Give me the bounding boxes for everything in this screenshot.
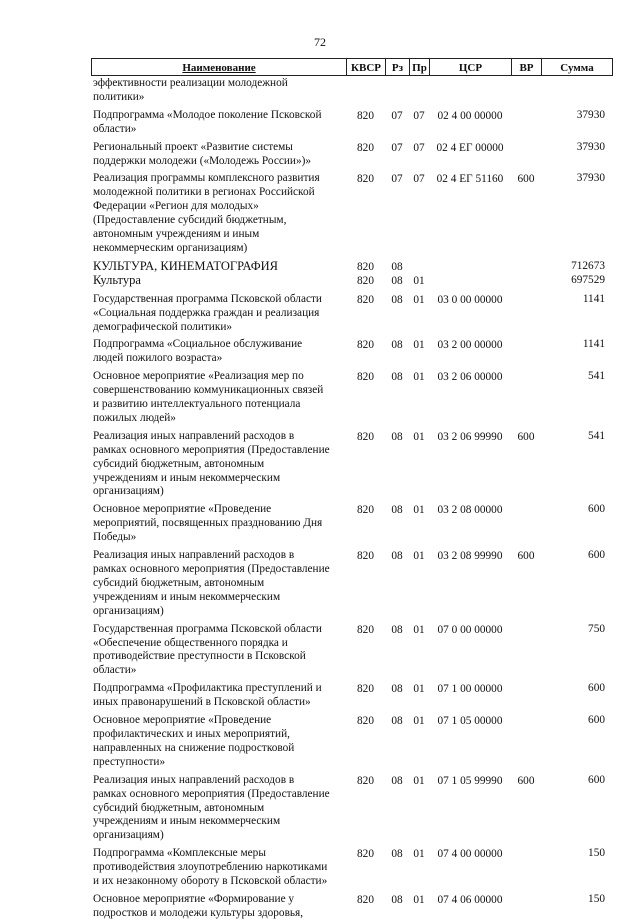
- cell-sum: 600: [588, 714, 605, 727]
- cell-kvsr: 820: [357, 848, 374, 861]
- table-row: [91, 430, 613, 500]
- cell-rz: 08 08: [391, 260, 403, 287]
- table-row: [91, 172, 613, 255]
- cell-name: эффективности реализации молодежной политики»: [93, 77, 288, 103]
- cell-pr: [409, 77, 429, 105]
- table-row: [91, 109, 613, 137]
- cell-vr: [511, 714, 541, 770]
- cell-pr: 01: [413, 623, 425, 636]
- cell-vr: [511, 109, 541, 137]
- table-row: [91, 623, 613, 679]
- cell-kvsr: 820: [357, 774, 374, 787]
- cell-pr: 01: [413, 848, 425, 861]
- cell-rz: 08: [391, 371, 403, 384]
- cell-csr: 03 2 06 00000: [437, 371, 503, 384]
- cell-csr: 07 0 00 00000: [437, 623, 503, 636]
- cell-pr: 01: [413, 683, 425, 696]
- table-row: [91, 141, 613, 169]
- cell-vr: [511, 77, 541, 105]
- cell-rz: 08: [391, 774, 403, 787]
- cell-kvsr: 820: [357, 173, 374, 186]
- cell-vr: [511, 370, 541, 426]
- header-name: Наименование: [92, 59, 347, 75]
- header-rz: Рз: [386, 59, 410, 75]
- cell-rz: 08: [391, 504, 403, 517]
- cell-sum: 37930: [576, 172, 605, 185]
- cell-name: Основное мероприятие «Проведение мероприятий, посвященных празднованию Дня Победы»: [93, 503, 323, 544]
- table-row: [91, 293, 613, 335]
- cell-csr: 07 4 06 00000: [437, 893, 503, 906]
- cell-sum: 37930: [576, 140, 605, 153]
- cell-pr: 07: [413, 173, 425, 186]
- table-row: [91, 338, 613, 366]
- cell-name: Подпрограмма «Молодое поколение Псковской области»: [93, 108, 322, 135]
- cell-pr: 01: [413, 504, 425, 517]
- table-row: [91, 503, 613, 545]
- cell-sum: 600: [588, 503, 605, 516]
- table-row: [91, 549, 613, 619]
- cell-pr: 01: [413, 430, 425, 443]
- table-header: [91, 58, 613, 76]
- cell-sum: 1141: [582, 292, 605, 305]
- header-kvsr: КВСР: [347, 59, 386, 75]
- cell-kvsr: 820: [357, 893, 374, 906]
- cell-kvsr: 820: [357, 715, 374, 728]
- cell-kvsr: 820: [357, 339, 374, 352]
- cell-kvsr: 820: [357, 141, 374, 154]
- table-row: [91, 847, 613, 889]
- cell-name: Реализация иных направлений расходов в рамках основного мероприятия (Предоставление субсидий бюджетным, автономным учреждениям и иным некоммерческим организациям): [93, 549, 330, 617]
- cell-pr: 01: [413, 774, 425, 787]
- cell-vr: [511, 260, 541, 289]
- cell-name: Основное мероприятие «Реализация мер по совершенствованию коммуникационных связей и развитию интеллектуального потенциала пожилых людей»: [93, 370, 324, 424]
- cell-name: Подпрограмма «Профилактика преступлений и иных правонарушений в Псковской области»: [93, 682, 322, 709]
- cell-vr: 600: [517, 173, 535, 186]
- cell-rz: 08: [391, 339, 403, 352]
- cell-pr: 01: [413, 715, 425, 728]
- cell-pr: 01: [413, 293, 425, 306]
- cell-rz: 07: [391, 173, 403, 186]
- cell-name: Основное мероприятие «Проведение профилактических и иных мероприятий, направленных на снижение подростковой преступности»: [93, 714, 295, 768]
- cell-vr: [511, 623, 541, 679]
- header-pr: Пр: [410, 59, 430, 75]
- cell-rz: [385, 77, 409, 105]
- cell-csr: 07 1 05 99990: [437, 774, 503, 787]
- cell-csr: 07 4 00 00000: [437, 848, 503, 861]
- cell-csr: 02 4 ЕГ 51160: [436, 173, 504, 186]
- cell-kvsr: 820: [357, 504, 374, 517]
- cell-sum: 541: [588, 370, 605, 383]
- cell-vr: 600: [517, 550, 535, 563]
- cell-vr: [511, 293, 541, 335]
- cell-rz: 08: [391, 623, 403, 636]
- cell-rz: 08: [391, 683, 403, 696]
- cell-kvsr: 820 820: [357, 260, 374, 287]
- cell-name: Подпрограмма «Социальное обслуживание людей пожилого возраста»: [93, 338, 303, 365]
- table-row: [91, 77, 613, 105]
- cell-sum: 750: [588, 622, 605, 635]
- cell-rz: 07: [391, 141, 403, 154]
- table-row: [91, 714, 613, 770]
- table-body: [91, 77, 613, 921]
- cell-pr: 01: [413, 274, 425, 287]
- cell-kvsr: 820: [357, 109, 374, 122]
- cell-kvsr: 820: [357, 550, 374, 563]
- cell-vr: [511, 503, 541, 545]
- cell-rz: 07: [391, 109, 403, 122]
- cell-pr: 01: [413, 550, 425, 563]
- cell-csr: 07 1 00 00000: [437, 683, 503, 696]
- table-row: [91, 893, 613, 921]
- cell-kvsr: [346, 77, 385, 105]
- cell-sum: 712673 697529: [571, 259, 605, 286]
- cell-sum: [541, 77, 613, 105]
- cell-sum: 1141: [582, 338, 605, 351]
- cell-rz: 08: [391, 430, 403, 443]
- cell-vr: [511, 141, 541, 169]
- cell-pr: 07: [413, 141, 425, 154]
- cell-name: КУЛЬТУРА, КИНЕМАТОГРАФИЯ Культура: [93, 258, 278, 287]
- cell-csr: 03 0 00 00000: [437, 293, 503, 306]
- cell-kvsr: 820: [357, 293, 374, 306]
- cell-name: Основное мероприятие «Формирование у подростков и молодежи культуры здоровья,: [93, 892, 304, 919]
- cell-rz: 08: [391, 893, 403, 906]
- cell-pr: 01: [413, 339, 425, 352]
- header-sum: Сумма: [560, 62, 594, 74]
- cell-name: Региональный проект «Развитие системы поддержки молодежи («Молодежь России»)»: [93, 140, 312, 167]
- table-row: [91, 370, 613, 426]
- cell-name: Подпрограмма «Комплексные меры противодействия злоупотреблению наркотиками и их незаконному обороту в Псковской области»: [93, 847, 328, 888]
- cell-vr: 600: [517, 774, 535, 787]
- cell-rz: 08: [391, 293, 403, 306]
- header-csr: ЦСР: [430, 59, 512, 75]
- cell-kvsr: 820: [357, 371, 374, 384]
- cell-vr: [511, 847, 541, 889]
- cell-sum: 600: [588, 682, 605, 695]
- cell-sum: 600: [588, 773, 605, 786]
- budget-table: [91, 58, 613, 921]
- table-row: [91, 774, 613, 844]
- cell-name: Реализация иных направлений расходов в рамках основного мероприятия (Предоставление субсидий бюджетным, автономным учреждениям и иным некоммерческим организациям): [93, 429, 330, 498]
- page-number: 72: [314, 35, 326, 49]
- cell-sum: 150: [588, 892, 605, 905]
- cell-csr: 03 2 00 00000: [437, 339, 503, 352]
- cell-csr: 07 1 05 00000: [437, 715, 503, 728]
- cell-vr: 600: [517, 430, 535, 443]
- cell-csr: [429, 260, 511, 289]
- cell-sum: 600: [588, 549, 605, 562]
- cell-name: Государственная программа Псковской области «Социальная поддержка граждан и реализация демографической политики»: [93, 292, 322, 333]
- cell-sum: 150: [588, 847, 605, 860]
- cell-name: Реализация иных направлений расходов в рамках основного мероприятия (Предоставление субсидий бюджетным, автономным учреждениям и иным некоммерческим организациям): [93, 773, 330, 842]
- cell-vr: [511, 338, 541, 366]
- header-vr: ВР: [512, 59, 542, 75]
- cell-csr: 03 2 08 00000: [437, 504, 503, 517]
- cell-kvsr: 820: [357, 430, 374, 443]
- cell-pr: 01: [413, 893, 425, 906]
- cell-kvsr: 820: [357, 683, 374, 696]
- cell-name: Реализация программы комплексного развития молодежной политики в регионах Российской Федерации «Регион для молодых» (Предоставление субсидий бюджетным, автономным учреждениям и иным некоммерческим организациям): [93, 172, 320, 254]
- cell-name: Государственная программа Псковской области «Обеспечение общественного порядка и противодействие преступности в Псковской области»: [93, 622, 322, 677]
- cell-pr: 01: [413, 371, 425, 384]
- cell-rz: 08: [391, 848, 403, 861]
- cell-sum: 37930: [576, 108, 605, 121]
- cell-kvsr: 820: [357, 623, 374, 636]
- cell-csr: 02 4 ЕГ 00000: [436, 141, 504, 154]
- cell-csr: [429, 77, 511, 105]
- cell-rz: 08: [391, 550, 403, 563]
- cell-vr: [511, 893, 541, 921]
- cell-csr: 02 4 00 00000: [437, 109, 503, 122]
- table-row: [91, 682, 613, 710]
- cell-pr: 07: [413, 109, 425, 122]
- table-row: [91, 260, 613, 289]
- cell-csr: 03 2 08 99990: [437, 550, 503, 563]
- cell-vr: [511, 682, 541, 710]
- cell-sum: 541: [588, 429, 605, 442]
- cell-rz: 08: [391, 715, 403, 728]
- cell-csr: 03 2 06 99990: [437, 430, 503, 443]
